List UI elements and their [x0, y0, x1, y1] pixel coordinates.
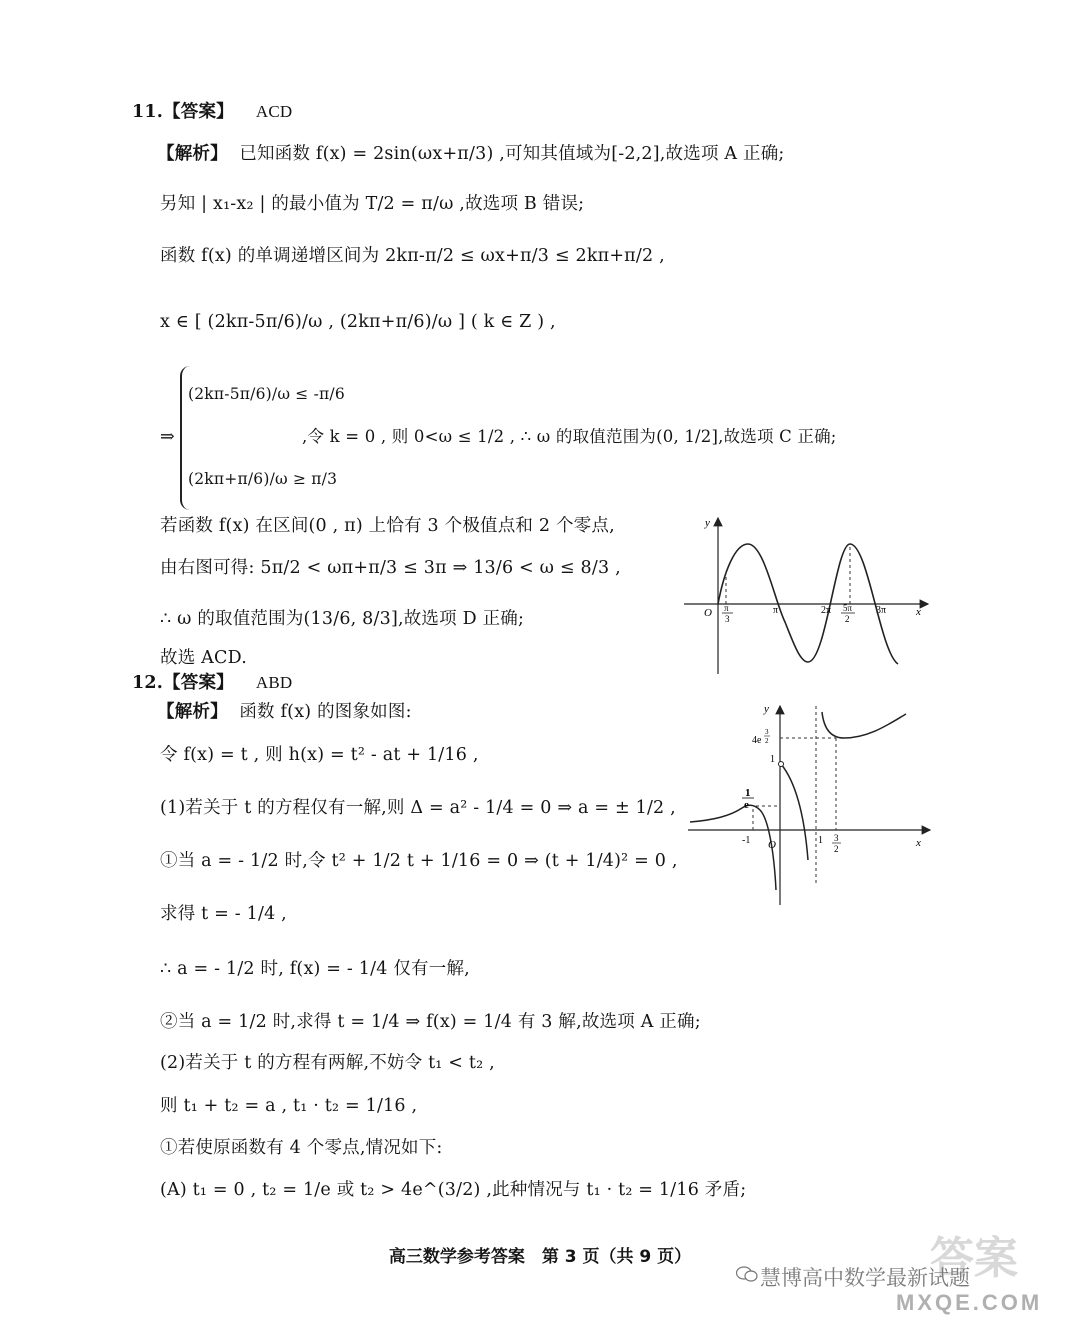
q11-answer: ACD — [255, 102, 293, 121]
label-4e: 4e — [752, 735, 762, 746]
q11-text: x ∈ [ (2kπ-5π/6)/ω , (2kπ+π/6)/ω ] ( k ∈ Z ) , — [160, 312, 556, 332]
q12-text: 令 f(x) = t , 则 h(x) = t² - at + 1/16 , — [160, 745, 479, 765]
q12-text: 函数 f(x) 的图象如图: — [239, 702, 412, 722]
q12-number: 12. — [132, 673, 164, 693]
label-1e-den: e — [744, 799, 749, 811]
sine-graph — [680, 512, 935, 677]
y-axis-label: y — [764, 703, 769, 715]
q12-text: 求得 t = - 1/4 , — [160, 904, 287, 924]
origin-label: O — [768, 839, 776, 851]
q11-text: 函数 f(x) 的单调递增区间为 2kπ-π/2 ≤ ωx+π/3 ≤ 2kπ+π/2 , — [160, 246, 665, 266]
label-4e-exp-den: 2 — [765, 737, 769, 745]
tick-pi3-den: 3 — [725, 614, 730, 624]
piecewise-graph — [684, 700, 936, 908]
tick-32-den: 2 — [834, 844, 839, 854]
q11-text: 已知函数 f(x) = 2sin(ωx+π/3) ,可知其值域为[-2,2],故选项 A 正确; — [239, 144, 785, 164]
tick-pi3-num: π — [724, 603, 729, 613]
open-point — [779, 762, 784, 767]
q11-text: ,令 k = 0 , 则 0<ω ≤ 1/2 , ∴ ω 的取值范围为(0, 1/2],故选项 C 正确; — [302, 427, 837, 446]
q12-analysis-tag: 【解析】 — [157, 702, 228, 722]
q11-header — [132, 101, 292, 123]
wechat-icon — [736, 1266, 758, 1282]
q11-text: 故选 ACD. — [160, 648, 247, 668]
x-axis-label: x — [916, 606, 921, 618]
tick-5pi2-den: 2 — [845, 614, 850, 624]
q11-analysis-line-1 — [157, 143, 785, 165]
q12-text: 则 t₁ + t₂ = a , t₁ · t₂ = 1/16 , — [160, 1096, 418, 1116]
q12-text: (2)若关于 t 的方程有两解,不妨令 t₁ < t₂ , — [160, 1053, 495, 1073]
tick-32-num: 3 — [834, 833, 839, 843]
watermark-logo: 答案 — [930, 1233, 1018, 1284]
middle-branch — [781, 764, 808, 860]
left-branch — [690, 805, 776, 890]
label-4e-exp-num: 3 — [765, 728, 769, 736]
tick-pi: π — [773, 605, 779, 616]
q12-answer-tag: 【答案】 — [163, 673, 234, 693]
label-1-y: 1 — [770, 754, 775, 765]
q12-text: (1)若关于 t 的方程仅有一解,则 Δ = a² - 1/4 = 0 ⇒ a = ± 1/2 , — [160, 798, 676, 818]
tick-3pi: 3π — [876, 605, 887, 616]
q12-text: (A) t₁ = 0 , t₂ = 1/e 或 t₂ > 4e^(3/2) ,此种情况与 t₁ · t₂ = 1/16 矛盾; — [160, 1180, 747, 1200]
label-1e-num: 1 — [745, 787, 751, 799]
tick-5pi2-num: 5π — [843, 603, 853, 613]
q12-text: ①若使原函数有 4 个零点,情况如下: — [160, 1138, 443, 1158]
tick-1: 1 — [818, 835, 823, 846]
q12-text: ①当 a = - 1/2 时,令 t² + 1/2 t + 1/16 = 0 ⇒ (t + 1/4)² = 0 , — [160, 851, 678, 871]
watermark-site: MXQE.COM — [896, 1290, 1043, 1315]
q12-header — [132, 672, 292, 694]
q11-condition-1: (2kπ-5π/6)/ω ≤ -π/6 — [188, 385, 345, 403]
tick-2pi: 2π — [821, 605, 832, 616]
q11-text: 若函数 f(x) 在区间(0 , π) 上恰有 3 个极值点和 2 个零点, — [160, 516, 615, 536]
right-branch — [822, 712, 906, 738]
y-axis-label: y — [705, 517, 710, 529]
watermark-wechat-text: 慧博高中数学最新试题 — [760, 1266, 970, 1290]
q12-text: ∴ a = - 1/2 时, f(x) = - 1/4 仅有一解, — [160, 959, 470, 979]
page-footer: 高三数学参考答案 第 3 页（共 9 页） — [388, 1247, 692, 1267]
q12-answer: ABD — [255, 673, 293, 692]
q11-answer-tag: 【答案】 — [163, 102, 234, 122]
tick-neg1: -1 — [742, 835, 751, 846]
q11-condition-2: (2kπ+π/6)/ω ≥ π/3 — [188, 470, 338, 488]
implies-symbol: ⇒ — [160, 427, 175, 447]
q11-text: 另知 | x₁-x₂ | 的最小值为 T/2 = π/ω ,故选项 B 错误; — [160, 194, 585, 214]
q12-text: ②当 a = 1/2 时,求得 t = 1/4 ⇒ f(x) = 1/4 有 3 解,故选项 A 正确; — [160, 1012, 701, 1032]
origin-label: O — [704, 607, 712, 619]
q12-analysis-line-1 — [157, 701, 412, 723]
q11-text: 由右图可得: 5π/2 < ωπ+π/3 ≤ 3π ⇒ 13/6 < ω ≤ 8/3 , — [160, 558, 621, 578]
q11-number: 11. — [132, 102, 164, 122]
x-axis-label: x — [916, 837, 921, 849]
q11-analysis-tag: 【解析】 — [157, 144, 228, 164]
q11-text: ∴ ω 的取值范围为(13/6, 8/3],故选项 D 正确; — [160, 609, 525, 629]
